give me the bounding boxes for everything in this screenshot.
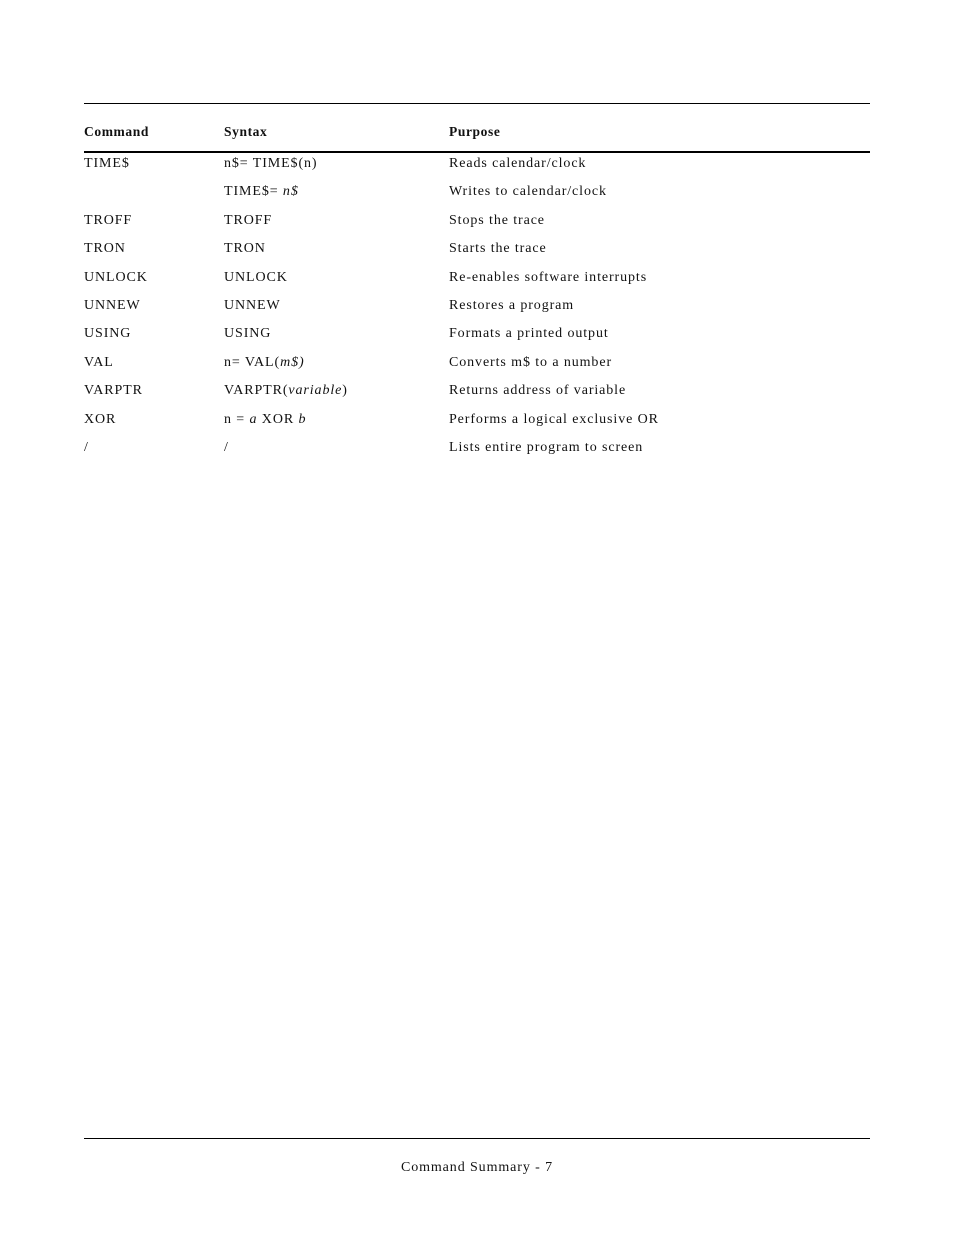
syntax-part: n = bbox=[224, 411, 250, 427]
syntax-part: TRON bbox=[224, 241, 266, 257]
header-purpose: Purpose bbox=[449, 124, 501, 139]
command-cell: TRON bbox=[84, 241, 126, 257]
footer-rule bbox=[84, 1138, 870, 1139]
command-cell: TROFF bbox=[84, 212, 133, 228]
syntax-part: TIME$= bbox=[224, 184, 283, 200]
syntax-italic-part: a bbox=[249, 411, 258, 427]
syntax-cell bbox=[224, 324, 271, 344]
table-row bbox=[0, 410, 954, 438]
command-cell: UNNEW bbox=[84, 297, 141, 313]
syntax-italic-part: b bbox=[298, 411, 307, 427]
syntax-cell bbox=[224, 268, 288, 288]
syntax-italic-part: n$ bbox=[282, 184, 299, 200]
purpose-cell: Writes to calendar/clock bbox=[449, 184, 607, 200]
purpose-cell: Converts m$ to a number bbox=[449, 354, 613, 370]
syntax-cell bbox=[224, 182, 299, 202]
command-table-body bbox=[0, 154, 954, 466]
syntax-cell bbox=[224, 381, 348, 401]
syntax-cell bbox=[224, 353, 305, 373]
command-cell: TIME$ bbox=[84, 156, 130, 171]
purpose-cell: Reads calendar/clock bbox=[449, 156, 587, 171]
syntax-italic-part: m$) bbox=[280, 354, 305, 370]
table-row bbox=[0, 353, 954, 381]
purpose-cell: Stops the trace bbox=[449, 212, 545, 228]
command-cell: / bbox=[84, 439, 89, 455]
purpose-cell: Returns address of variable bbox=[449, 383, 627, 399]
command-cell: USING bbox=[84, 326, 132, 342]
syntax-part: XOR bbox=[257, 411, 299, 427]
command-cell: VAL bbox=[84, 354, 114, 370]
syntax-cell bbox=[224, 438, 229, 458]
syntax-part: ) bbox=[342, 383, 348, 399]
table-row bbox=[0, 268, 954, 296]
syntax-part: TROFF bbox=[224, 212, 273, 228]
purpose-cell: Lists entire program to screen bbox=[449, 439, 644, 455]
purpose-cell: Re-enables software interrupts bbox=[449, 269, 648, 285]
command-cell: VARPTR bbox=[84, 383, 143, 399]
syntax-cell bbox=[224, 296, 281, 316]
header-syntax: Syntax bbox=[224, 124, 268, 139]
table-row bbox=[0, 438, 954, 466]
table-row bbox=[0, 239, 954, 267]
table-row bbox=[0, 296, 954, 324]
syntax-cell bbox=[224, 154, 317, 174]
purpose-cell: Restores a program bbox=[449, 297, 575, 313]
table-row bbox=[0, 324, 954, 352]
syntax-part: USING bbox=[224, 326, 272, 342]
syntax-part: VARPTR( bbox=[224, 383, 289, 399]
syntax-cell bbox=[224, 239, 266, 259]
syntax-part: / bbox=[224, 439, 229, 455]
syntax-part: n= VAL( bbox=[224, 354, 281, 370]
purpose-cell: Formats a printed output bbox=[449, 326, 609, 342]
purpose-cell: Performs a logical exclusive OR bbox=[449, 411, 659, 427]
syntax-part: UNLOCK bbox=[224, 269, 288, 285]
syntax-part: UNNEW bbox=[224, 297, 281, 313]
header-rule bbox=[84, 151, 870, 153]
syntax-italic-part: variable bbox=[288, 383, 343, 399]
command-cell: XOR bbox=[84, 411, 117, 427]
syntax-cell bbox=[224, 211, 272, 231]
top-rule bbox=[84, 103, 870, 104]
table-row bbox=[0, 182, 954, 210]
table-row bbox=[0, 381, 954, 409]
header-command: Command bbox=[84, 124, 149, 139]
table-row bbox=[0, 211, 954, 239]
syntax-part: n$= TIME$(n) bbox=[224, 156, 318, 171]
command-cell: UNLOCK bbox=[84, 269, 148, 285]
syntax-cell bbox=[224, 410, 306, 430]
table-header bbox=[0, 124, 954, 144]
table-row bbox=[0, 154, 954, 182]
purpose-cell: Starts the trace bbox=[449, 241, 547, 257]
page-footer: Command Summary - 7 bbox=[400, 1160, 554, 1175]
